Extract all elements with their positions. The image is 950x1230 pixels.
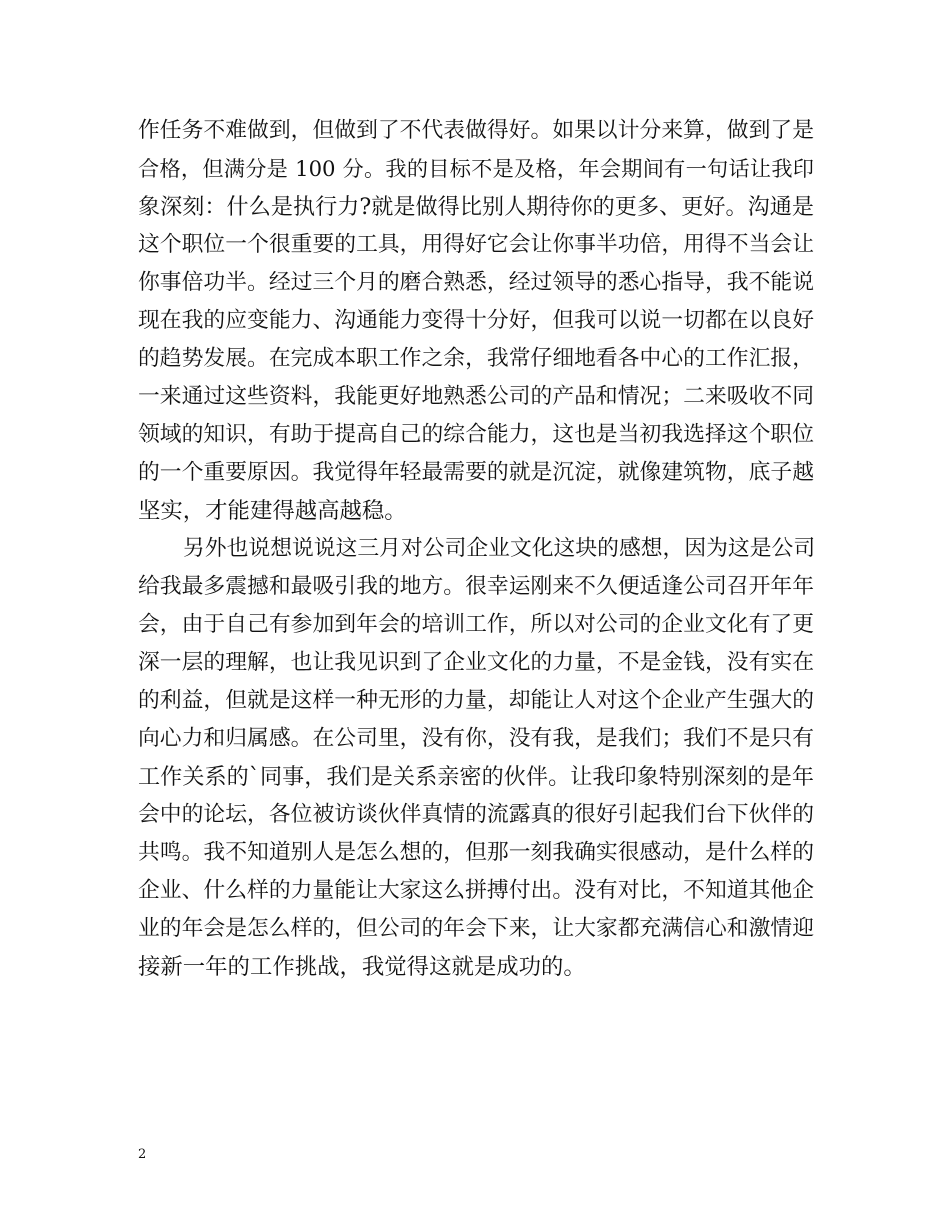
body-text [138, 112, 814, 986]
text-line: 坚实，才能建得越高越稳。 [138, 498, 407, 524]
text-line: 业的年会是怎么样的，但公司的年会下来，让大家都充满信心和激情迎 [138, 916, 814, 941]
text-line: 的趋势发展。在完成本职工作之余，我常仔细地看各中心的工作汇报， [138, 346, 814, 371]
text-line: 你事倍功半。经过三个月的磨合熟悉，经过领导的悉心指导，我不能说 [138, 270, 814, 295]
text-line: 合格，但满分是 100 分。我的目标不是及格，年会期间有一句话让我印 [138, 156, 814, 181]
text-line: 一来通过这些资料，我能更好地熟悉公司的产品和情况；二来吸收不同 [138, 384, 814, 409]
text-line: 工作关系的`同事，我们是关系亲密的伙伴。让我印象特别深刻的是年 [138, 764, 814, 790]
text-line: 这个职位一个很重要的工具，用得好它会让你事半功倍，用得不当会让 [138, 232, 814, 257]
text-line: 另外也说想说说这三月对公司企业文化这块的感想，因为这是公司 [183, 536, 816, 561]
text-line: 共鸣。我不知道别人是怎么想的，但那一刻我确实很感动，是什么样的 [138, 840, 814, 865]
text-line: 领域的知识，有助于提高自己的综合能力，这也是当初我选择这个职位 [138, 422, 814, 447]
page-number: 2 [138, 1147, 147, 1162]
text-line: 的利益，但就是这样一种无形的力量，却能让人对这个企业产生强大的 [138, 688, 814, 713]
text-line: 给我最多震撼和最吸引我的地方。很幸运刚来不久便适逢公司召开年年 [138, 574, 814, 599]
text-line: 会中的论坛，各位被访谈伙伴真情的流露真的很好引起我们台下伙伴的 [138, 802, 814, 827]
text-line: 深一层的理解，也让我见识到了企业文化的力量，不是金钱，没有实在 [138, 650, 814, 675]
paragraph-2 [138, 530, 814, 986]
text-line: 接新一年的工作挑战，我觉得这就是成功的。 [138, 954, 586, 980]
text-line: 向心力和归属感。在公司里，没有你，没有我，是我们；我们不是只有 [138, 726, 814, 751]
text-line: 的一个重要原因。我觉得年轻最需要的就是沉淀，就像建筑物，底子越 [138, 460, 814, 485]
text-line: 会，由于自己有参加到年会的培训工作，所以对公司的企业文化有了更 [138, 612, 814, 637]
paragraph-1 [138, 112, 814, 530]
text-line: 作任务不难做到，但做到了不代表做得好。如果以计分来算，做到了是 [138, 118, 814, 143]
text-line: 企业、什么样的力量能让大家这么拼搏付出。没有对比，不知道其他企 [138, 878, 814, 903]
text-line: 象深刻：什么是执行力?就是做得比别人期待你的更多、更好。沟通是 [138, 194, 814, 220]
text-line: 现在我的应变能力、沟通能力变得十分好，但我可以说一切都在以良好 [138, 308, 814, 333]
